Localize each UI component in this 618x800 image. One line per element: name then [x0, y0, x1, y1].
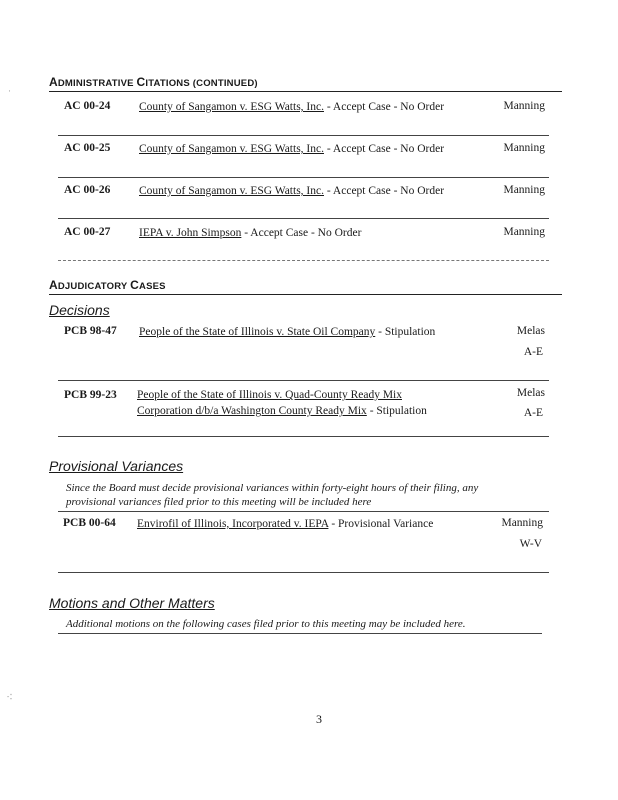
case-number: AC 00-27	[64, 226, 111, 238]
motions-note: Additional motions on the following cases filed prior to this meeting may be included here.	[66, 618, 466, 630]
case-title-link[interactable]: People of the State of Illinois v. Quad-County Ready Mix	[137, 389, 402, 401]
adjudicatory-cases-heading: ADJUDICATORY CASES	[49, 278, 166, 292]
board-member: Melas	[516, 387, 545, 399]
case-caption: People of the State of Illinois v. Quad-County Ready Mix Corporation d/b/a Washington County Ready Mix - Stipulation	[137, 389, 427, 417]
board-member: Melas	[516, 325, 545, 337]
row-divider	[58, 260, 549, 261]
decisions-subheading: Decisions	[49, 302, 110, 318]
case-caption: County of Sangamon v. ESG Watts, Inc. - Accept Case - No Order	[139, 143, 445, 155]
board-member: Manning	[501, 517, 543, 529]
case-title-link[interactable]: IEPA v. John Simpson	[139, 227, 242, 239]
section-rule	[49, 294, 562, 295]
row-divider	[58, 511, 549, 512]
scan-speck: ⁖	[6, 690, 14, 704]
board-member: Manning	[503, 100, 545, 112]
vote-requirement: A-E	[523, 407, 543, 419]
provisional-variances-subheading: Provisional Variances	[49, 458, 184, 474]
board-member: Manning	[503, 184, 545, 196]
case-title-link[interactable]: County of Sangamon v. ESG Watts, Inc.	[139, 143, 324, 155]
row-divider	[58, 633, 542, 634]
case-number: AC 00-24	[64, 100, 111, 112]
row-divider	[58, 436, 549, 437]
case-number: PCB 00-64	[63, 517, 116, 529]
row-divider	[58, 218, 549, 219]
case-title-link[interactable]: Envirofil of Illinois, Incorporated v. IEPA	[137, 518, 329, 530]
case-number: PCB 99-23	[64, 389, 117, 401]
case-number: AC 00-25	[64, 142, 111, 154]
vote-requirement: W-V	[519, 538, 542, 550]
provisional-variances-note: Since the Board must decide provisional variances within forty-eight hours of their filing, any provisional variances filed prior to this meeting will be included here	[66, 482, 479, 508]
case-caption: County of Sangamon v. ESG Watts, Inc. - Accept Case - No Order	[139, 101, 445, 113]
case-number: AC 00-26	[64, 184, 111, 196]
row-divider	[58, 135, 549, 136]
row-divider	[58, 177, 549, 178]
board-member: Manning	[503, 142, 545, 154]
case-caption: IEPA v. John Simpson - Accept Case - No Order	[139, 227, 362, 239]
page-number: 3	[316, 712, 322, 726]
case-caption: People of the State of Illinois v. State Oil Company - Stipulation	[139, 326, 436, 338]
motions-subheading: Motions and Other Matters	[49, 595, 215, 611]
case-number: PCB 98-47	[64, 325, 117, 337]
case-title-link-continued[interactable]: Corporation d/b/a Washington County Ready Mix	[137, 405, 367, 417]
row-divider	[58, 380, 549, 381]
case-title-link[interactable]: People of the State of Illinois v. State Oil Company	[139, 326, 376, 338]
row-divider	[58, 572, 549, 573]
case-title-link[interactable]: County of Sangamon v. ESG Watts, Inc.	[139, 185, 324, 197]
case-caption: County of Sangamon v. ESG Watts, Inc. - Accept Case - No Order	[139, 185, 445, 197]
case-title-link[interactable]: County of Sangamon v. ESG Watts, Inc.	[139, 101, 324, 113]
vote-requirement: A-E	[523, 346, 543, 358]
section-rule	[49, 91, 562, 92]
administrative-citations-heading: ADMINISTRATIVE CITATIONS (CONTINUED)	[49, 75, 258, 89]
board-member: Manning	[503, 226, 545, 238]
case-caption: Envirofil of Illinois, Incorporated v. IEPA - Provisional Variance	[137, 518, 434, 530]
scan-speck: ·	[8, 86, 11, 96]
